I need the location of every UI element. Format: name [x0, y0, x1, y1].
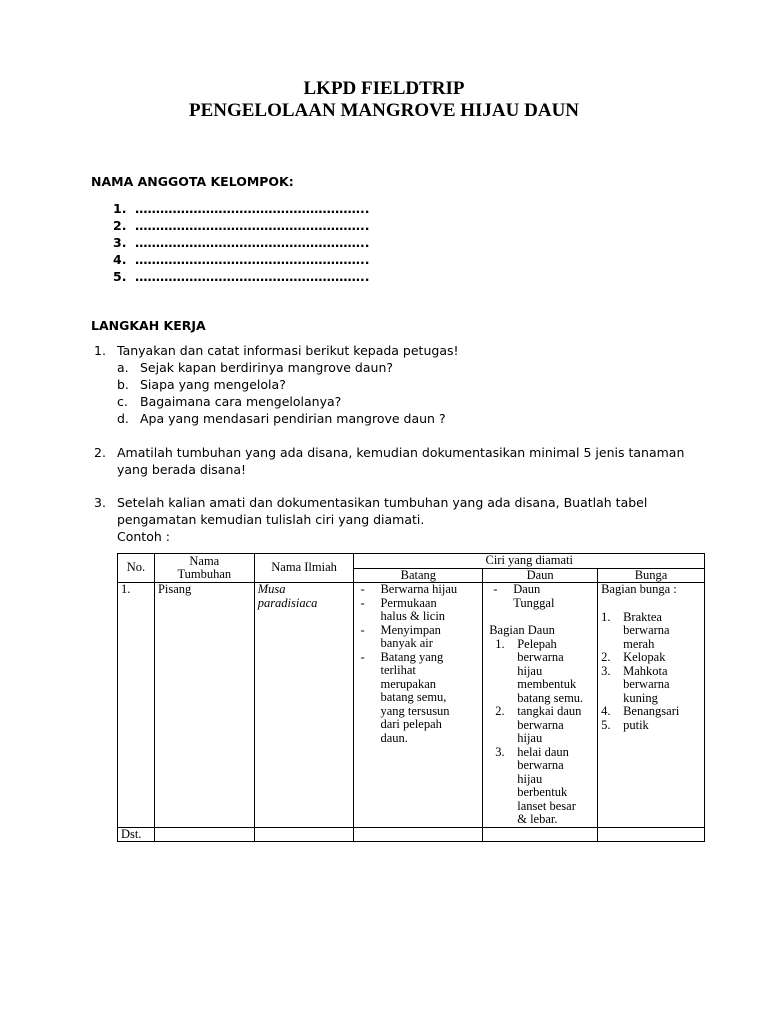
daun-item: - Daun Tunggal	[493, 582, 555, 610]
member-item: 1. ………………………………………………..	[113, 201, 370, 216]
cell-no: 1.	[118, 583, 155, 828]
table-row	[118, 583, 705, 828]
step-number: 3.	[94, 495, 106, 510]
cell-no: Dst.	[118, 827, 155, 842]
step-text-line: Amatilah tumbuhan yang ada disana, kemudian dokumentasikan minimal 5 jenis tanaman	[117, 445, 685, 460]
bunga-list-item: 4. Benangsari	[601, 704, 680, 718]
title-line-1: LKPD FIELDTRIP	[303, 78, 465, 99]
step-text: Tanyakan dan catat informasi berikut kepada petugas!	[117, 343, 459, 358]
table-row	[118, 827, 705, 842]
example-label: Contoh :	[117, 529, 170, 544]
cell-daun	[483, 583, 598, 828]
cell-nama: Pisang	[154, 583, 254, 828]
bunga-subhead: Bagian bunga :	[601, 582, 677, 596]
step-number: 2.	[94, 445, 106, 460]
header-nama-ilmiah: Nama Ilmiah	[254, 554, 354, 583]
step-number: 1.	[94, 343, 106, 358]
members-list	[113, 200, 370, 285]
batang-item: - Batang yang terlihat merupakan batang semu, yang tersusun dari pelepah daun.	[360, 649, 450, 745]
sub-question: b. Siapa yang mengelola?	[117, 377, 286, 392]
step-text-line: yang berada disana!	[117, 462, 247, 477]
cell-empty	[598, 827, 705, 842]
header-bunga: Bunga	[598, 568, 705, 583]
step-text-line: Setelah kalian amati dan dokumentasikan tumbuhan yang ada disana, Buatlah tabel	[117, 495, 648, 510]
sub-question: a. Sejak kapan berdirinya mangrove daun?	[117, 360, 393, 375]
header-daun: Daun	[483, 568, 598, 583]
daun-list-item: 2. tangkai daun berwarna hijau	[495, 704, 582, 745]
steps-heading: LANGKAH KERJA	[91, 318, 206, 333]
sub-question: c. Bagaimana cara mengelolanya?	[117, 394, 342, 409]
cell-empty	[254, 827, 354, 842]
title-line-2: PENGELOLAAN MANGROVE HIJAU DAUN	[188, 100, 580, 121]
cell-batang	[354, 583, 483, 828]
member-item: 4. ………………………………………………..	[113, 252, 370, 267]
sub-question: d. Apa yang mendasari pendirian mangrove daun ?	[117, 411, 446, 426]
observation-table	[117, 553, 705, 842]
cell-bunga	[598, 583, 705, 828]
header-batang: Batang	[354, 568, 483, 583]
bunga-list-item: 2. Kelopak	[601, 650, 666, 664]
header-nama-tumbuhan: Nama Tumbuhan	[154, 554, 254, 583]
cell-empty	[354, 827, 483, 842]
member-item: 3. ………………………………………………..	[113, 235, 370, 250]
daun-subhead: Bagian Daun	[489, 623, 555, 637]
cell-empty	[483, 827, 598, 842]
members-heading: NAMA ANGGOTA KELOMPOK:	[91, 174, 294, 189]
cell-ilmiah: Musa paradisiaca	[254, 583, 354, 828]
cell-empty	[154, 827, 254, 842]
bunga-list-item: 3. Mahkota berwarna kuning	[601, 663, 670, 705]
batang-item: - Permukaan halus & licin	[360, 595, 446, 623]
bunga-list	[601, 611, 701, 733]
bunga-list-item: 5. putik	[601, 717, 649, 732]
batang-item: - Menyimpan banyak air	[360, 622, 441, 650]
daun-list	[489, 638, 594, 827]
batang-item: - Berwarna hijau	[360, 582, 458, 596]
daun-list-item: 3. helai daun berwarna hijau berbentuk lanset besar & lebar.	[495, 744, 576, 826]
header-ciri: Ciri yang diamati	[354, 554, 705, 569]
step-text-line: pengamatan kemudian tulislah ciri yang diamati.	[117, 512, 425, 527]
member-item: 5. ………………………………………………..	[113, 269, 370, 284]
daun-list-item: 1. Pelepah berwarna hijau membentuk batang semu.	[495, 636, 584, 705]
table-header-row	[118, 554, 705, 569]
bunga-list-item: 1. Braktea berwarna merah	[601, 609, 670, 651]
header-no: No.	[118, 554, 155, 583]
member-item: 2. ………………………………………………..	[113, 218, 370, 233]
